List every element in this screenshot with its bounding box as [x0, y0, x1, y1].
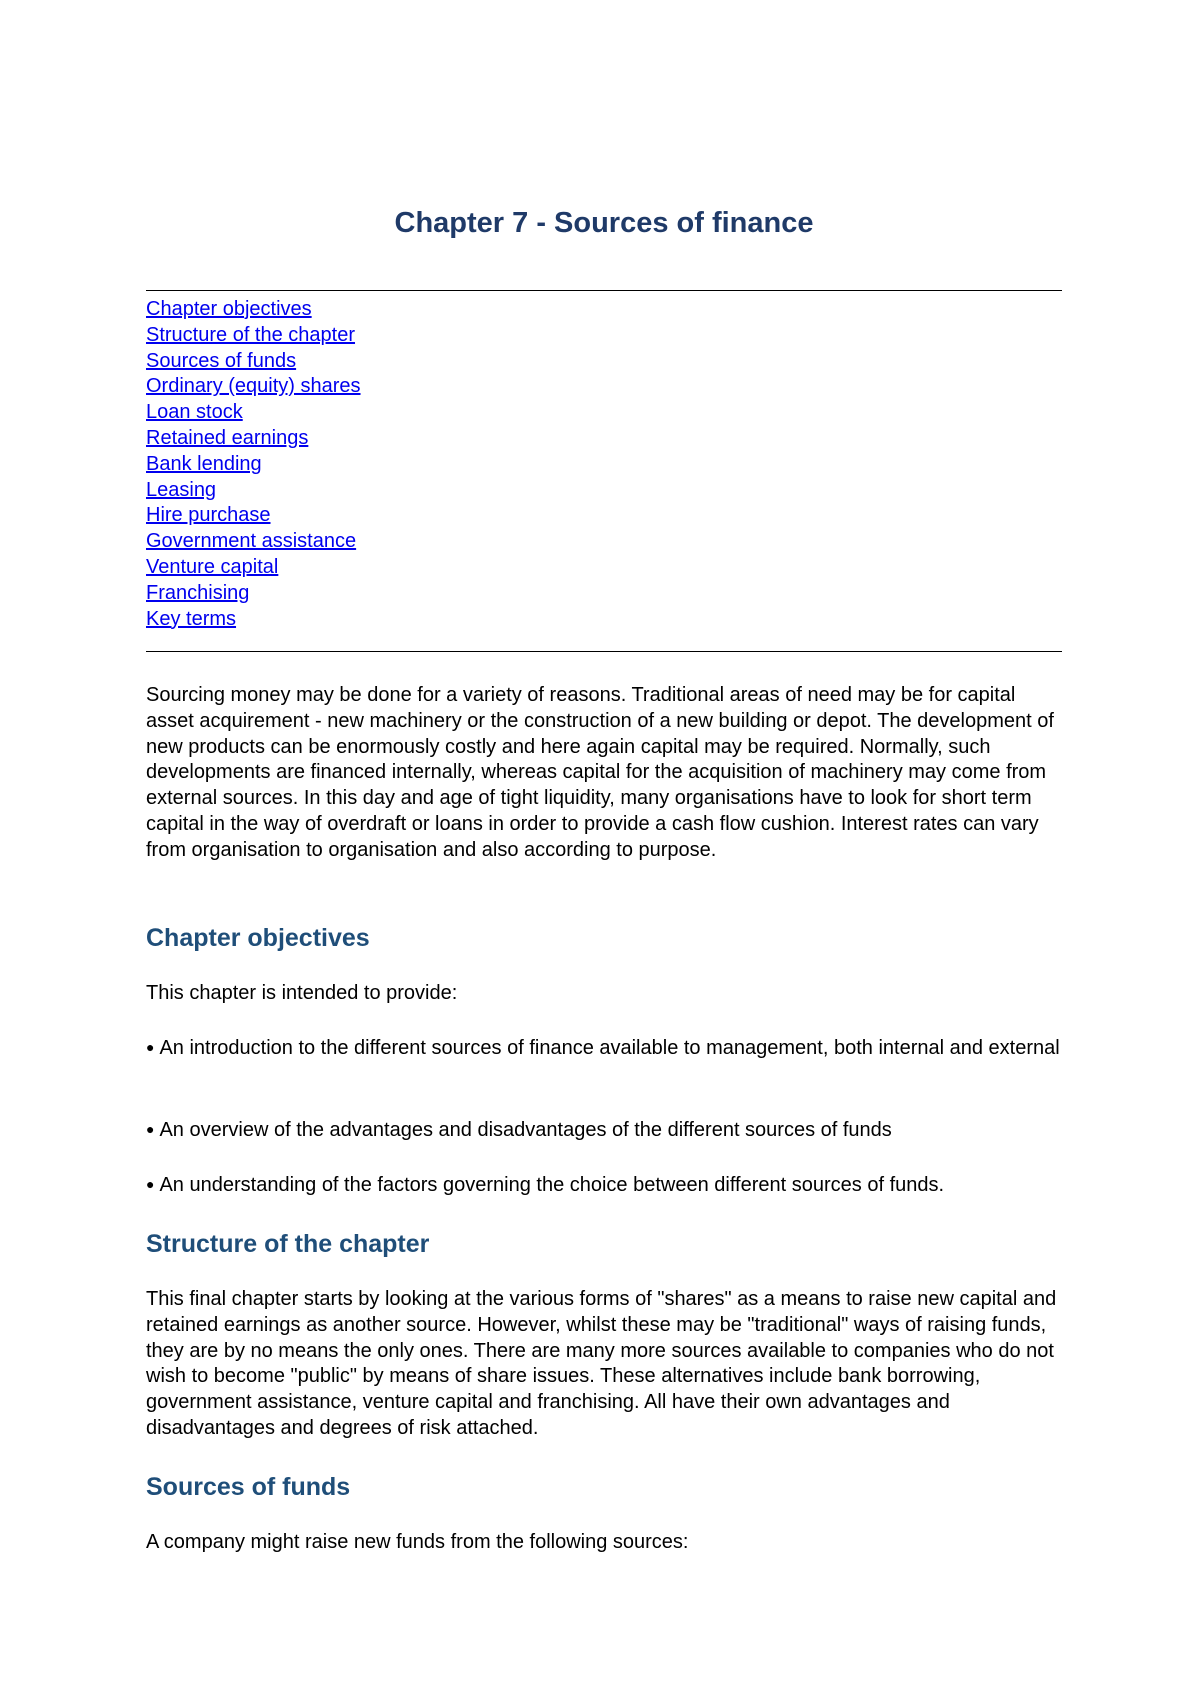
toc-top-divider [146, 290, 1062, 291]
heading-structure-of-the-chapter: Structure of the chapter [146, 1230, 430, 1258]
objectives-bullet-text: An introduction to the different sources of finance available to management, both internal and external [159, 1037, 1060, 1059]
table-of-contents [146, 297, 361, 632]
toc-item [146, 349, 361, 375]
toc-link-leasing[interactable]: Leasing [146, 478, 217, 501]
toc-link-key-terms[interactable]: Key terms [146, 607, 237, 630]
bullet-icon: ● [146, 1121, 155, 1137]
toc-item [146, 581, 361, 607]
objectives-bullet-item [146, 1172, 1062, 1199]
toc-item [146, 400, 361, 426]
sources-paragraph: A company might raise new funds from the following sources: [146, 1531, 689, 1553]
bullet-icon: ● [146, 1176, 155, 1192]
structure-paragraph: This final chapter starts by looking at the various forms of "shares" as a means to raise new capital and retained earnings as another source. However, whilst these may be "traditional" ways of raising funds, they are by no means the only ones. There are many more sources available to companies who do not wish to become "public" by means of share issues. These alternatives include bank borrowing, government assistance, venture capital and franchising. All have their own advantages and disadvantages and degrees of risk attached. [146, 1288, 1057, 1439]
toc-link-structure-of-the-chapter[interactable]: Structure of the chapter [146, 323, 356, 346]
toc-link-hire-purchase[interactable]: Hire purchase [146, 504, 271, 527]
toc-link-loan-stock[interactable]: Loan stock [146, 401, 243, 424]
toc-item [146, 478, 361, 504]
heading-sources-of-funds: Sources of funds [146, 1473, 351, 1501]
toc-link-chapter-objectives[interactable]: Chapter objectives [146, 298, 312, 320]
toc-link-venture-capital[interactable]: Venture capital [146, 555, 279, 578]
bullet-icon: ● [146, 1039, 155, 1055]
toc-link-ordinary-equity-shares[interactable]: Ordinary (equity) shares [146, 375, 361, 398]
toc-link-bank-lending[interactable]: Bank lending [146, 452, 262, 475]
intro-paragraph: Sourcing money may be done for a variety of reasons. Traditional areas of need may be for capital asset acquirement - new machinery or the construction of a new building or depot. The development of new products can be enormously costly and here again capital may be required. Normally, such developments are financed internally, whereas capital for the acquisition of machinery may come from external sources. In this day and age of tight liquidity, many organisations have to look for short term capital in the way of overdraft or loans in order to provide a cash flow cushion. Interest rates can vary from organisation to organisation and also according to purpose. [146, 684, 1054, 861]
toc-item [146, 297, 361, 323]
chapter-title: Chapter 7 - Sources of finance [394, 207, 814, 239]
toc-item [146, 555, 361, 581]
toc-bottom-divider [146, 651, 1062, 652]
toc-item [146, 323, 361, 349]
objectives-bullet-item [146, 1117, 1062, 1144]
toc-item [146, 503, 361, 529]
objectives-bullet-item [146, 1035, 1062, 1062]
toc-item [146, 607, 361, 633]
toc-link-franchising[interactable]: Franchising [146, 581, 250, 604]
toc-link-sources-of-funds[interactable]: Sources of funds [146, 349, 297, 372]
toc-link-retained-earnings[interactable]: Retained earnings [146, 426, 309, 449]
objectives-bullet-text: An overview of the advantages and disadvantages of the different sources of funds [159, 1119, 892, 1141]
toc-item [146, 426, 361, 452]
toc-item [146, 374, 361, 400]
toc-link-government-assistance[interactable]: Government assistance [146, 530, 357, 553]
heading-chapter-objectives: Chapter objectives [146, 924, 370, 952]
toc-item [146, 452, 361, 478]
objectives-lead-text: This chapter is intended to provide: [146, 982, 458, 1004]
toc-item [146, 529, 361, 555]
objectives-bullet-text: An understanding of the factors governing the choice between different sources of funds. [159, 1174, 945, 1196]
